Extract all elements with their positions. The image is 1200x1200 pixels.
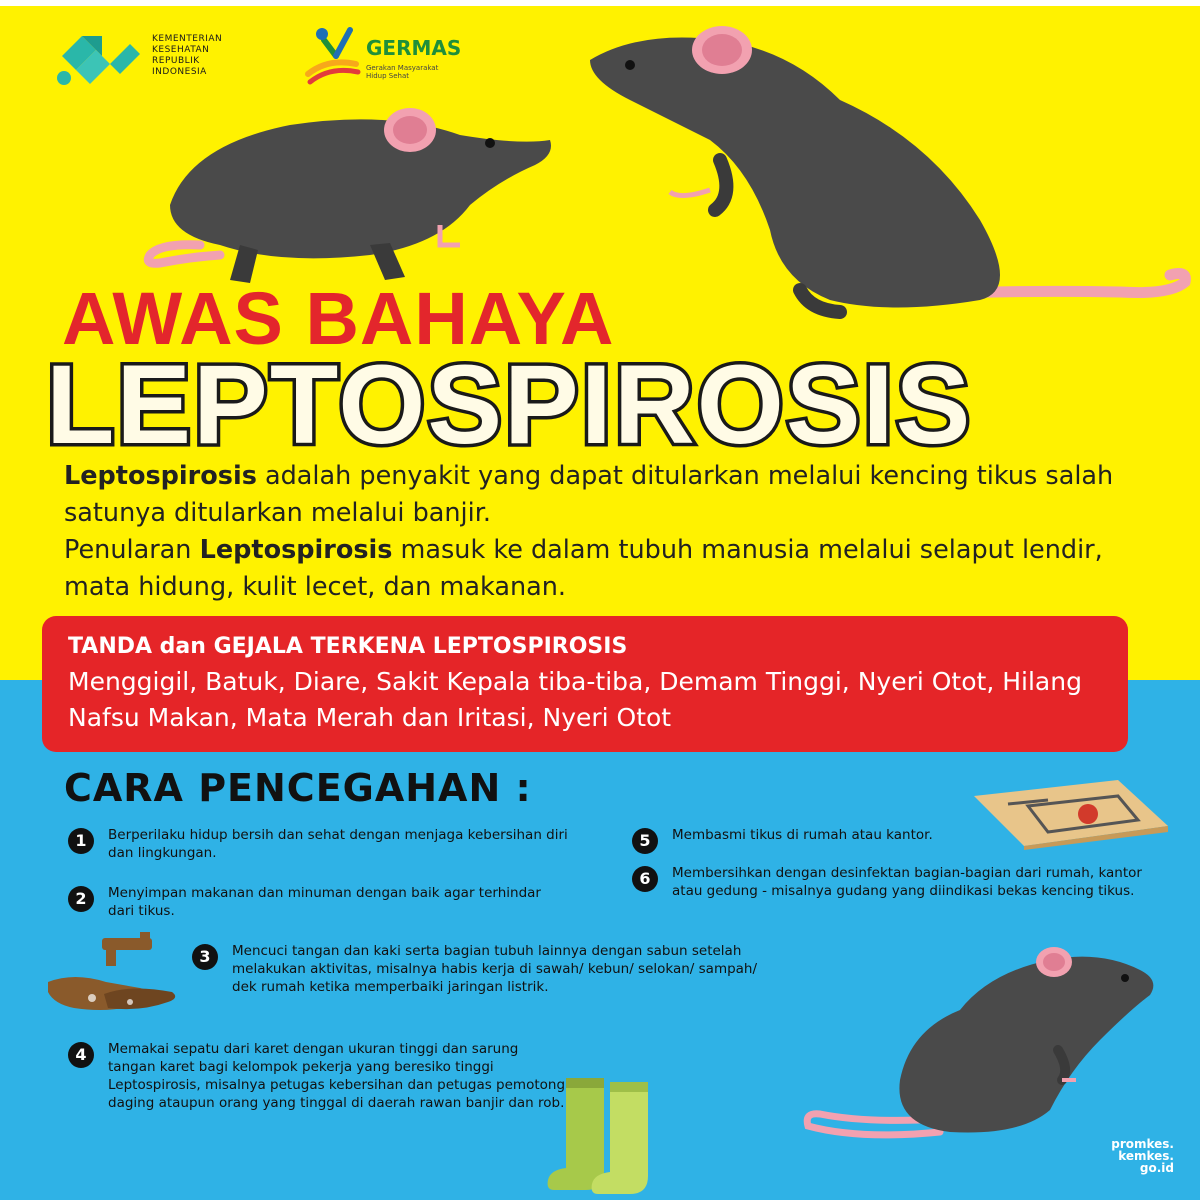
handwash-icon bbox=[44, 932, 184, 1022]
rat-illustration-small bbox=[140, 95, 580, 295]
step-number: 6 bbox=[632, 866, 658, 892]
prevention-title: CARA PENCEGAHAN : bbox=[64, 766, 532, 810]
mousetrap-icon bbox=[968, 776, 1172, 850]
prevention-step bbox=[632, 826, 1012, 854]
symptoms-title: TANDA dan GEJALA TERKENA LEPTOSPIROSIS bbox=[68, 634, 628, 659]
top-strip bbox=[0, 0, 1200, 6]
intro-keyword: Leptospirosis bbox=[199, 535, 393, 565]
step-text: Mencuci tangan dan kaki serta bagian tubuh lainnya dengan sabun setelah melakukan aktivitas, misalnya habis kerja di sawah/ kebun/ selokan/ sampah/ dek rumah ketika memperbaiki jaringan listrik. bbox=[232, 943, 758, 995]
step-number: 2 bbox=[68, 886, 94, 912]
kemkes-line: REPUBLIK bbox=[152, 56, 200, 66]
intro-text: masuk ke dalam tubuh manusia melalui selaput lendir, mata hidung, kulit lecet, dan makanan. bbox=[64, 535, 1103, 602]
step-text: Membersihkan dengan desinfektan bagian-bagian dari rumah, kantor atau gedung - misalnya gudang yang diindikasi bekas kencing tikus. bbox=[672, 865, 1142, 899]
step-number: 5 bbox=[632, 828, 658, 854]
intro-text: adalah penyakit yang dapat ditularkan melalui kencing tikus salah satunya ditularkan melalui banjir. bbox=[64, 461, 1114, 528]
prevention-step bbox=[68, 826, 568, 862]
step-number: 1 bbox=[68, 828, 94, 854]
step-text: Memakai sepatu dari karet dengan ukuran tinggi dan sarung tangan karet bagi kelompok pekerja yang beresiko tinggi Leptospirosis, misalnya petugas kebersihan dan petugas pemotong daging ataupun orang yang tinggal di daerah rawan banjir dan rob. bbox=[108, 1041, 566, 1111]
prevention-step bbox=[68, 884, 568, 920]
headline-leptospirosis: LEPTOSPIROSIS bbox=[46, 342, 973, 467]
germas-tagline: Gerakan Masyarakat Hidup Sehat bbox=[366, 64, 439, 80]
symptoms-box bbox=[42, 616, 1128, 752]
intro-keyword: Leptospirosis bbox=[64, 461, 257, 491]
site-line: promkes. bbox=[1111, 1137, 1174, 1151]
kemkes-logo bbox=[52, 26, 252, 96]
prevention-step bbox=[192, 942, 782, 996]
prevention-step bbox=[68, 1040, 568, 1112]
site-line: kemkes. bbox=[1118, 1149, 1174, 1163]
site-watermark bbox=[1088, 1138, 1174, 1174]
headline-awas-bahaya: AWAS BAHAYA bbox=[62, 277, 615, 360]
kemkes-text bbox=[152, 34, 222, 78]
step-text: Membasmi tikus di rumah atau kantor. bbox=[672, 827, 933, 843]
intro-text: Penularan bbox=[64, 535, 200, 565]
kemkes-line: INDONESIA bbox=[152, 67, 207, 77]
site-line: go.id bbox=[1139, 1161, 1174, 1175]
rubber-boots-icon bbox=[546, 1072, 676, 1200]
step-text: Berperilaku hidup bersih dan sehat dengan menjaga kebersihan diri dan lingkungan. bbox=[108, 827, 568, 861]
kemkes-line: KESEHATAN bbox=[152, 45, 210, 55]
prevention-step bbox=[632, 864, 1172, 900]
step-number: 4 bbox=[68, 1042, 94, 1068]
kemkes-logo-icon bbox=[52, 26, 147, 92]
rat-illustration-bottom bbox=[800, 940, 1180, 1163]
kemkes-line: KEMENTERIAN bbox=[152, 34, 223, 44]
symptoms-text: Menggigil, Batuk, Diare, Sakit Kepala tiba-tiba, Demam Tinggi, Nyeri Otot, Hilang Nafsu Makan, Mata Merah dan Iritasi, Nyeri Otot bbox=[68, 667, 1082, 732]
germas-logo-icon bbox=[300, 22, 364, 88]
germas-logo bbox=[300, 22, 510, 92]
step-number: 3 bbox=[192, 944, 218, 970]
rat-illustration-large bbox=[560, 20, 1200, 340]
step-text: Menyimpan makanan dan minuman dengan baik agar terhindar dari tikus. bbox=[108, 885, 541, 919]
germas-name: GERMAS bbox=[366, 36, 462, 60]
intro-paragraph bbox=[64, 458, 1144, 606]
